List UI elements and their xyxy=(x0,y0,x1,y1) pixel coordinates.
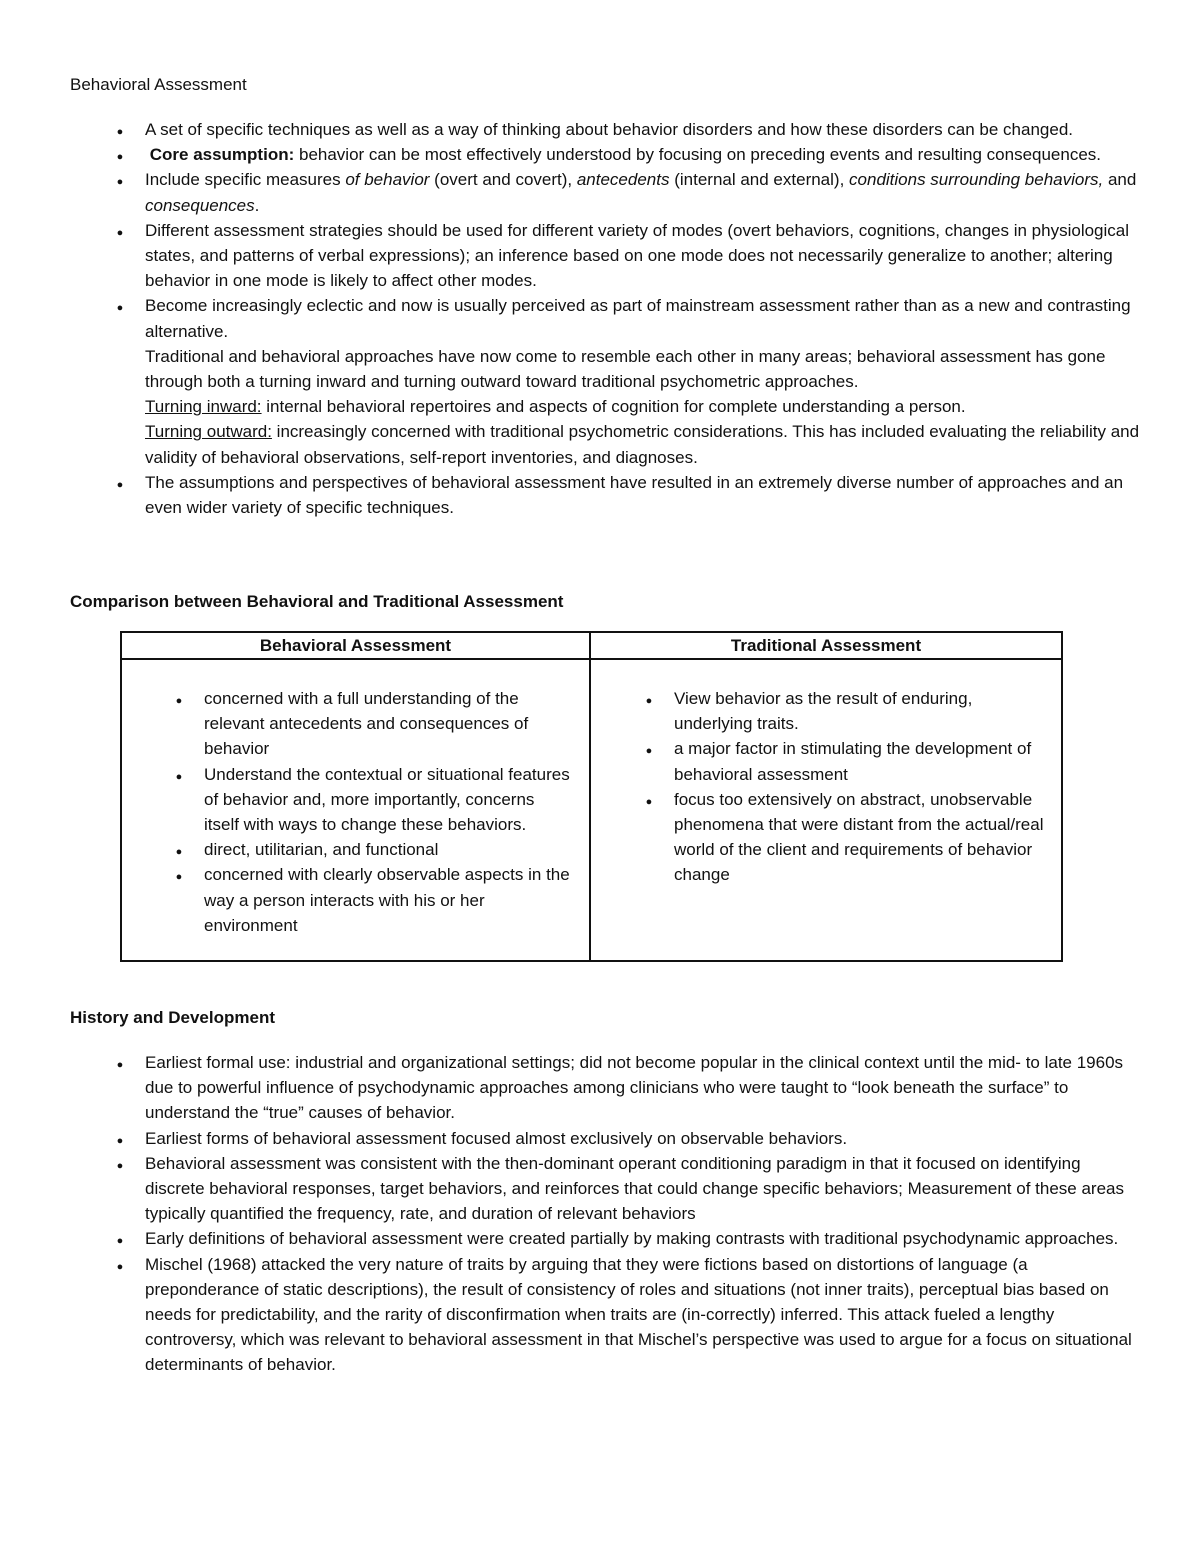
comparison-table xyxy=(120,631,1063,962)
traditional-column-header: Traditional Assessment xyxy=(590,632,1062,659)
bullet-icon xyxy=(643,787,655,815)
intro-bullet-list xyxy=(145,117,1145,520)
bullet-icon xyxy=(643,736,655,764)
bullet-icon xyxy=(173,762,185,790)
behavioral-column-header: Behavioral Assessment xyxy=(121,632,590,659)
list-item: ● Earliest forms of behavioral assessment focused almost exclusively on observable behaviors. xyxy=(145,1126,1140,1151)
bullet-icon xyxy=(114,167,126,195)
list-item: ● concerned with clearly observable aspects in the way a person interacts with his or her environment xyxy=(204,862,574,938)
list-item: ● The assumptions and perspectives of behavioral assessment have resulted in an extremely diverse number of approaches and an even wider variety of specific techniques. xyxy=(145,470,1145,520)
bullet-icon xyxy=(114,1050,126,1078)
document-title: Behavioral Assessment xyxy=(70,75,247,94)
list-item: ● Include specific measures of behavior (overt and covert), antecedents (internal and external), conditions surrounding behaviors, and consequences. xyxy=(145,167,1145,217)
list-item: ● Behavioral assessment was consistent with the then-dominant operant conditioning paradigm in that it focused on identifying discrete behavioral responses, target behaviors, and reinforces that could change specific behaviors; Measurement of these areas typically quantified the frequency, rate, and duration of relevant behaviors xyxy=(145,1151,1140,1227)
list-item: ● Understand the contextual or situational features of behavior and, more importantly, concerns itself with ways to change these behaviors. xyxy=(204,762,574,838)
list-item: ● direct, utilitarian, and functional xyxy=(204,837,574,862)
bullet-icon xyxy=(173,686,185,714)
list-item: ● Different assessment strategies should be used for different variety of modes (overt behaviors, cognitions, changes in physiological states, and patterns of verbal expressions); an inference based on one mode does not necessarily generalize to another; altering behavior in one mode is likely to affect other modes. xyxy=(145,218,1145,294)
comparison-heading: Comparison between Behavioral and Traditional Assessment xyxy=(70,592,564,611)
behavioral-cell xyxy=(121,659,590,961)
bullet-icon xyxy=(114,1252,126,1280)
bullet-icon xyxy=(173,837,185,865)
history-bullet-list xyxy=(145,1050,1140,1378)
bullet-icon xyxy=(114,1126,126,1154)
list-item: ● Mischel (1968) attacked the very nature of traits by arguing that they were fictions based on distortions of language (a preponderance of static descriptions), the result of consistency of roles and situations (not inner traits), perceptual bias based on needs for predictability, and the rarity of disconfirmation when traits are (in-correctly) inferred. This attack fueled a lengthy controversy, which was relevant to behavioral assessment in that Mischel’s perspective was used to argue for a focus on situational determinants of behavior. xyxy=(145,1252,1140,1378)
bullet-icon xyxy=(114,218,126,246)
bullet-icon xyxy=(114,142,126,170)
list-item: ● View behavior as the result of enduring, underlying traits. xyxy=(674,686,1049,736)
traditional-cell xyxy=(590,659,1062,961)
bullet-icon xyxy=(114,1151,126,1179)
list-item: ● concerned with a full understanding of the relevant antecedents and consequences of behavior xyxy=(204,686,574,762)
turning-inward-line: Turning inward: internal behavioral repertoires and aspects of cognition for complete understanding a person. xyxy=(145,397,966,417)
bullet-icon xyxy=(173,862,185,890)
bullet-icon xyxy=(114,470,126,498)
bullet-icon xyxy=(643,686,655,714)
turning-outward-line: Turning outward: increasingly concerned with traditional psychometric considerations. This has included evaluating the reliability and validity of behavioral observations, self-report inventories, and diagnoses. xyxy=(145,422,1140,467)
bullet-icon xyxy=(114,117,126,145)
list-item: ● Become increasingly eclectic and now is usually perceived as part of mainstream assessment rather than as a new and contrasting alternative. Traditional and behavioral approaches have now come to resemble each other in many areas; behavioral assessment has gone through both a turning inward and turning outward toward traditional psychometric approaches. Turning inward: internal behavioral repertoires and aspects of cognition for complete understanding a person. Turning outward: increasingly concerned with traditional psychometric considerations. This has included evaluating the reliability and validity of behavioral observations, self-report inventories, and diagnoses. xyxy=(145,293,1145,469)
list-item: ● Early definitions of behavioral assessment were created partially by making contrasts with traditional psychodynamic approaches. xyxy=(145,1226,1140,1251)
bullet-icon xyxy=(114,293,126,321)
bullet-icon xyxy=(114,1226,126,1254)
list-item: ● Core assumption: behavior can be most effectively understood by focusing on preceding events and resulting consequences. xyxy=(145,142,1145,167)
approaches-paragraph: Traditional and behavioral approaches have now come to resemble each other in many areas; behavioral assessment has gone through both a turning inward and turning outward toward traditional psychometric approaches. xyxy=(145,346,1106,392)
list-item: ● focus too extensively on abstract, unobservable phenomena that were distant from the actual/real world of the client and requirements of behavior change xyxy=(674,787,1049,888)
list-item: ● a major factor in stimulating the development of behavioral assessment xyxy=(674,736,1049,786)
list-item: ● Earliest formal use: industrial and organizational settings; did not become popular in the clinical context until the mid- to late 1960s due to powerful influence of psychodynamic approaches among clinicians who were taught to “look beneath the surface” to understand the “true” causes of behavior. xyxy=(145,1050,1140,1126)
history-heading: History and Development xyxy=(70,1008,275,1027)
list-item: ● A set of specific techniques as well as a way of thinking about behavior disorders and how these disorders can be changed. xyxy=(145,117,1145,142)
